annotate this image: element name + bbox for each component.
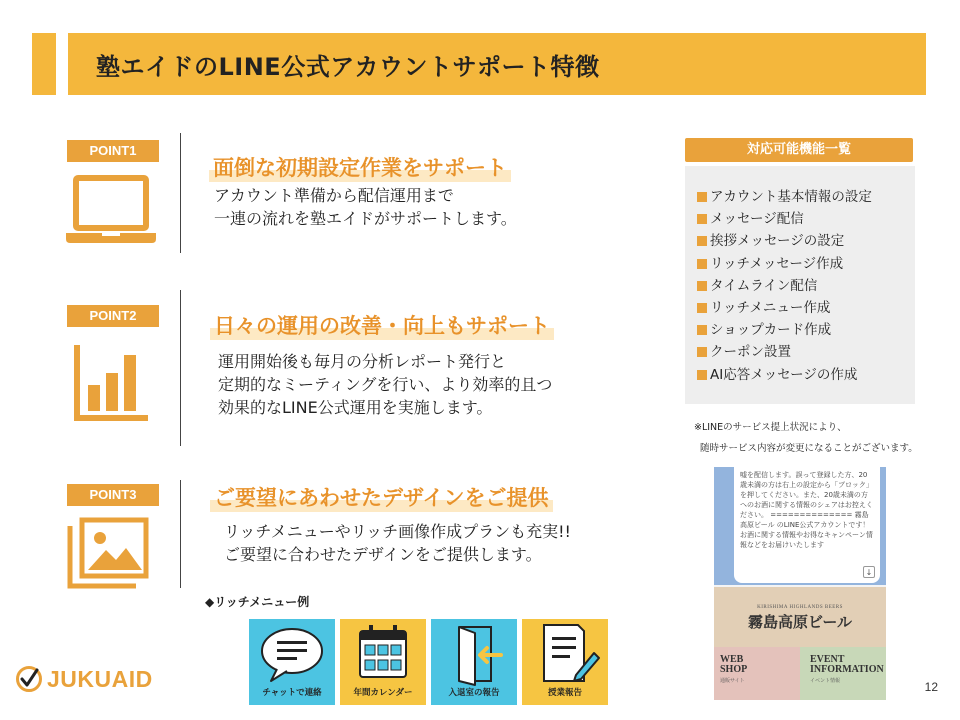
feature-item: アカウント基本情報の設定 [697,186,915,208]
title-bar [68,33,926,95]
rich-menu-webshop[interactable] [714,647,800,700]
logo-text: JUKUAID [47,665,153,692]
feature-item: タイムライン配信 [697,275,915,297]
point3-body-line: リッチメニューやリッチ画像作成プランも充実!! [224,522,571,541]
feature-item: リッチメニュー作成 [697,297,915,319]
webshop-label: WEB SHOP [720,654,748,675]
bullet-square-icon [697,259,707,269]
bar-chart-icon [70,345,150,429]
chat-bubble-icon [249,619,335,689]
event-sublabel: イベント情報 [810,678,841,684]
title-accent-bar [32,33,56,95]
brand-subtitle: KIRISHIMA HIGHLANDS BEERS [757,605,843,610]
image-gallery-icon [66,516,150,596]
point2-body [218,350,552,419]
feature-item: メッセージ配信 [697,208,915,230]
point3-divider [180,480,181,588]
calendar-icon [340,619,426,689]
rich-menu-tile-entry[interactable] [431,619,517,705]
rich-menu-event[interactable] [800,647,886,700]
tile-caption: チャットで連絡 [262,688,322,698]
rich-menu-tile-chat[interactable] [249,619,335,705]
brand-name: 霧島高原ビール [747,613,853,631]
point1-heading: 面倒な初期設定作業をサポート [209,152,511,182]
service-note-line2: 随時サービス内容が変更になることがございます。 [700,443,918,454]
laptop-icon [66,175,156,249]
feature-item: リッチメッセージ作成 [697,253,915,275]
point1-body-line: 一連の流れを塾エイドがサポートします。 [214,209,517,228]
bullet-square-icon [697,347,707,357]
feature-item: 挨拶メッセージの設定 [697,230,915,252]
page-number: 12 [924,680,938,694]
tile-caption: 授業報告 [547,688,582,698]
chat-area [714,467,886,585]
event-label: EVENT INFORMATION [810,654,884,675]
report-pen-icon [522,619,608,689]
rich-menu-tile-calendar[interactable] [340,619,426,705]
tile-caption: 入退室の報告 [448,688,500,698]
point3-heading: ご要望にあわせたデザインをご提供 [210,482,553,512]
point2-body-line: 運用開始後も毎月の分析レポート発行と [218,352,507,371]
rich-menu-example-label: ◆リッチメニュー例 [205,595,310,609]
features-list [685,166,915,404]
point3-body-line: ご要望に合わせたデザインをご提供します。 [224,545,542,564]
bullet-square-icon [697,325,707,335]
tile-caption: 年間カレンダー [353,688,413,698]
webshop-sublabel: 通販サイト [720,678,745,684]
jukuaid-logo-icon [15,664,43,694]
scroll-down-icon[interactable]: ↓ [863,566,875,578]
point2-heading: 日々の運用の改善・向上もサポート [210,310,554,340]
point1-divider [180,133,181,253]
feature-item: ショップカード作成 [697,319,915,341]
line-phone-preview [714,467,886,700]
point1-body-line: アカウント準備から配信運用まで [214,186,454,205]
point3-badge: POINT3 [67,484,159,506]
feature-item: AI応答メッセージの作成 [697,364,915,386]
features-header: 対応可能機能一覧 [685,138,913,162]
point3-body [224,520,571,566]
bullet-square-icon [697,303,707,313]
point1-badge: POINT1 [67,140,159,162]
service-note-line1: ※LINEのサービス提上状況により、 [694,422,847,433]
chat-message-bubble: 嘘を配信します。誤って登録した方、20歳未満の方は右上の設定から「ブロック」を押してください。また、20歳未満の方へのお酒に関する情報のシェアはお控えください。 ============== 霧島高原ビール のLINE公式アカウントです！お酒に関する情報やお得なキャンペーン情報などをお届けいたします ↓ [734,467,880,583]
point2-divider [180,290,181,446]
jukuaid-logo [15,664,153,694]
point1-body [214,184,517,230]
bullet-square-icon [697,281,707,291]
page-title: 塾エイドのLINE公式アカウントサポート特徴 [96,52,600,81]
feature-item: クーポン設置 [697,341,915,363]
point2-badge: POINT2 [67,305,159,327]
door-enter-icon [431,619,517,689]
rich-menu-brand-area[interactable] [714,587,886,647]
bullet-square-icon [697,236,707,246]
bullet-square-icon [697,192,707,202]
bullet-square-icon [697,370,707,380]
point2-body-line: 効果的なLINE公式運用を実施します。 [218,398,493,417]
point2-body-line: 定期的なミーティングを行い、より効率的且つ [218,375,553,394]
rich-menu-tile-report[interactable] [522,619,608,705]
bullet-square-icon [697,214,707,224]
